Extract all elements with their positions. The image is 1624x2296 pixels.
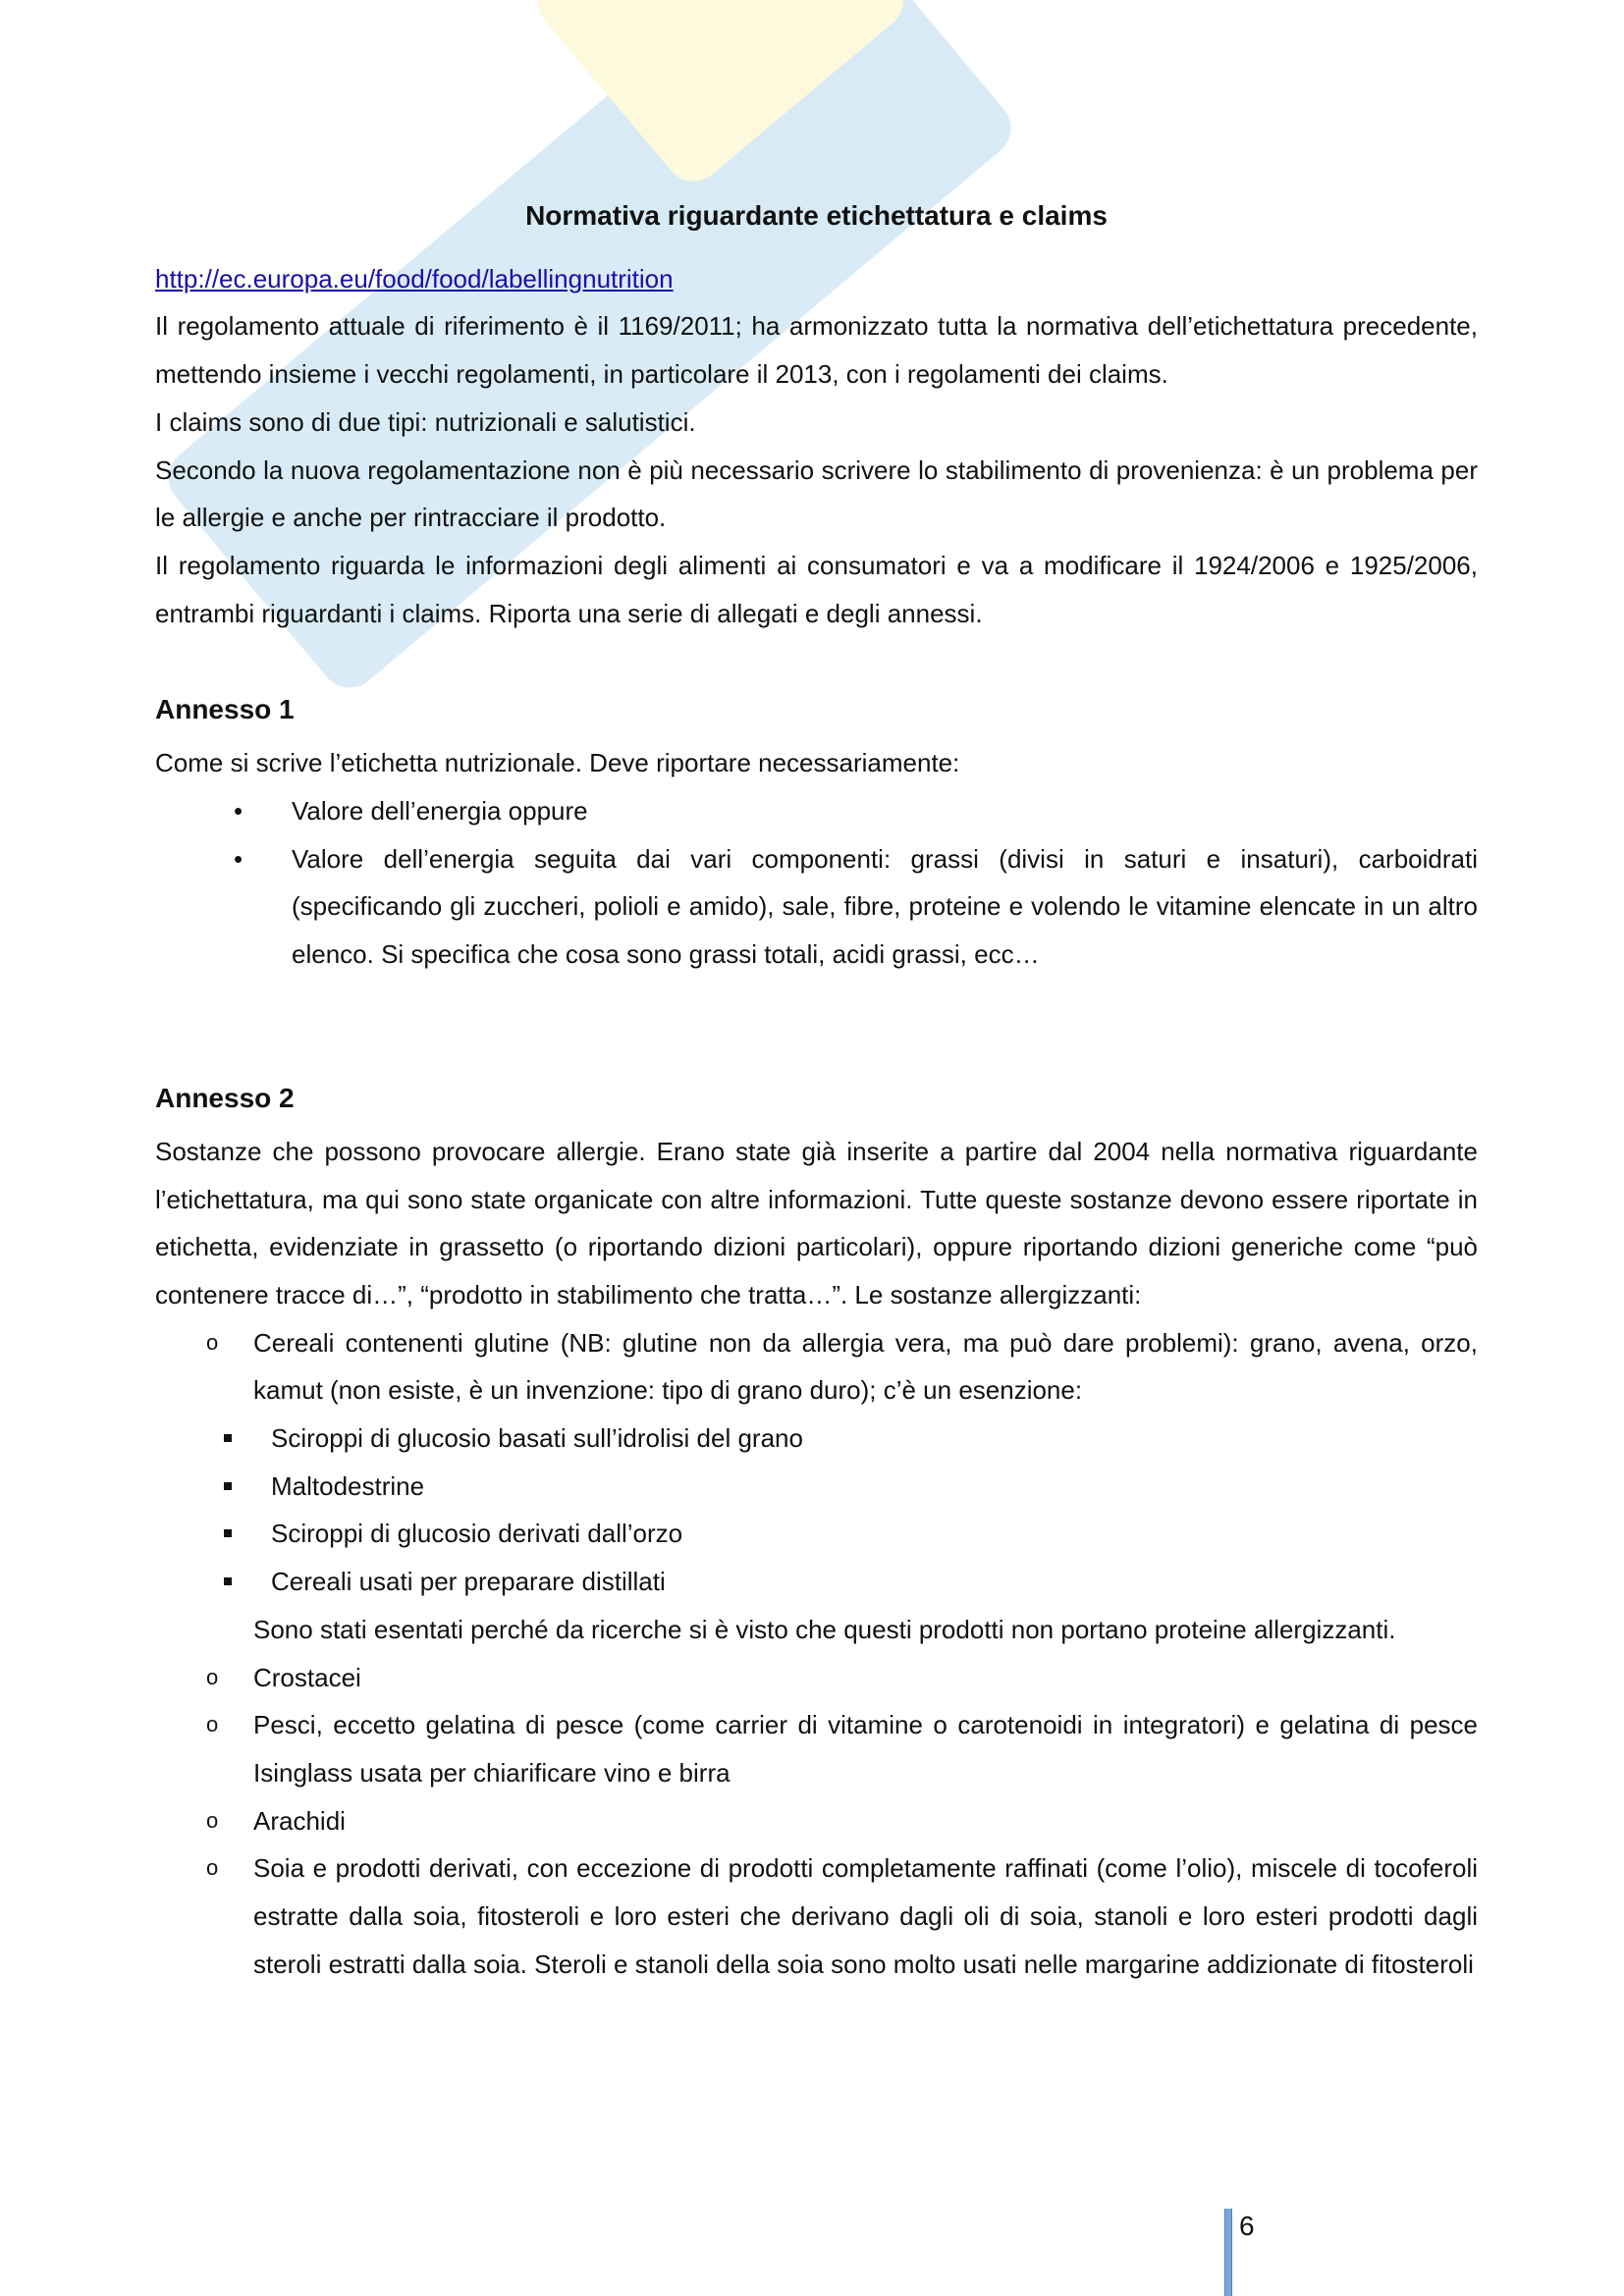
page-number: 6 — [1239, 2211, 1255, 2241]
list-item: Maltodestrine — [155, 1463, 1478, 1511]
annesso2-text: Sostanze che possono provocare allergie. Erano state già inserite a partire dal 2004 nella normativa riguardante l’etichettatura, ma qui sono state organicate con altre informazioni. Tutte queste sostanze devono essere riportate in etichetta, evidenziate in grassetto (o riportando dizioni particolari), oppure riportando dizioni generiche come “può contenere tracce di…”, “prodotto in stabilimento che tratta…”. Le sostanze allergizzanti: — [155, 1136, 1478, 1309]
list-item: Sciroppi di glucosio derivati dall’orzo — [155, 1510, 1478, 1558]
page-number-bar — [1224, 2209, 1232, 2296]
document-title: Normativa riguardante etichettatura e claims — [525, 200, 1108, 231]
list-item-text: Pesci, eccetto gelatina di pesce (come carrier di vitamine o carotenoidi in integratori) e gelatina di pesce Isinglass usata per chiarificare vino e birra — [253, 1710, 1478, 1788]
list-item — [155, 1797, 1478, 1845]
intro-paragraph: Secondo la nuova regolamentazione non è più necessario scrivere lo stabilimento di provenienza: è un problema per le allergie e anche per rintracciare il prodotto. — [155, 454, 1478, 533]
circle-bullet-icon: o — [206, 1712, 219, 1737]
annesso1-list — [155, 787, 1478, 979]
exemption-note: Sono stati esentati perché da ricerche si è visto che questi prodotti non portano proteine allergizzanti. — [253, 1614, 1396, 1644]
circle-bullet-icon: o — [206, 1664, 219, 1689]
intro-paragraph: I claims sono di due tipi: nutrizionali e salutistici. — [155, 406, 696, 437]
list-item — [155, 1319, 1478, 1654]
list-item — [155, 1844, 1478, 1988]
circle-bullet-icon: o — [206, 1807, 219, 1833]
list-item: • Valore dell’energia oppure — [155, 787, 1478, 835]
annesso2-heading: Annesso 2 — [155, 1082, 295, 1113]
source-link[interactable]: http://ec.europa.eu/food/food/labellingnutrition — [155, 263, 674, 294]
circle-bullet-icon: o — [206, 1855, 219, 1881]
list-item — [155, 1654, 1478, 1702]
exemption-list — [155, 1415, 1478, 1606]
list-item-text: Arachidi — [253, 1805, 346, 1836]
intro-paragraph: Il regolamento riguarda le informazioni degli alimenti ai consumatori e va a modificare il 1924/2006 e 1925/2006, entrambi riguardanti i claims. Riporta una serie di allegati e degli annessi. — [155, 550, 1478, 628]
list-item-text: Soia e prodotti derivati, con eccezione di prodotti completamente raffinati (come l’olio), miscele di tocoferoli estratte dalla soia, fitosteroli e loro esteri che derivano dagli oli di soia, stanoli e loro esteri prodotti dagli steroli estratti dalla soia. Steroli e stanoli della soia sono molto usati nelle margarine addizionate di fitosteroli — [253, 1853, 1478, 1979]
allergen-list — [155, 1319, 1478, 1989]
list-item: Cereali usati per preparare distillati — [155, 1558, 1478, 1606]
list-item: Sciroppi di glucosio basati sull’idrolisi del grano — [155, 1415, 1478, 1463]
list-item-text: Cereali contenenti glutine (NB: glutine non da allergia vera, ma può dare problemi): grano, avena, orzo, kamut (non esiste, è un invenzione: tipo di grano duro); c’è un esenzione: — [253, 1327, 1478, 1406]
circle-bullet-icon: o — [206, 1329, 219, 1355]
document-page — [155, 192, 1478, 1989]
list-item: • Valore dell’energia seguita dai vari componenti: grassi (divisi in saturi e insaturi), carboidrati (specificando gli zuccheri, polioli e amido), sale, fibre, proteine e volendo le vitamine elencate in un altro elenco. Si specifica che cosa sono grassi totali, acidi grassi, ecc… — [155, 835, 1478, 979]
list-item — [155, 1701, 1478, 1796]
annesso1-text: Come si scrive l’etichetta nutrizionale. Deve riportare necessariamente: — [155, 748, 960, 778]
intro-paragraph: Il regolamento attuale di riferimento è il 1169/2011; ha armonizzato tutta la normativa dell’etichettatura precedente, mettendo insieme i vecchi regolamenti, in particolare il 2013, con i regolamenti dei claims. — [155, 311, 1478, 390]
annesso1-heading: Annesso 1 — [155, 694, 295, 725]
list-item-text: Crostacei — [253, 1662, 361, 1692]
